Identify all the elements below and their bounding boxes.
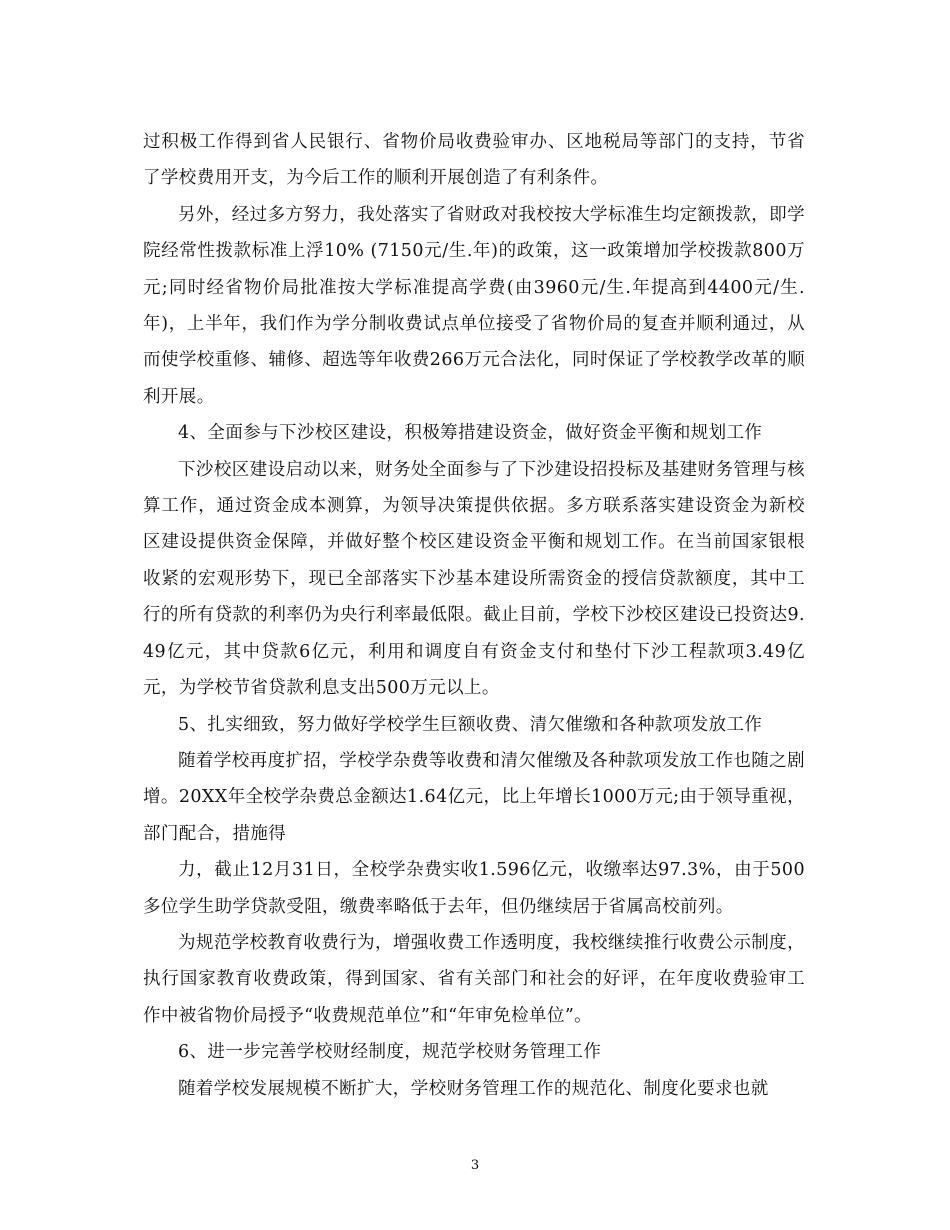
paragraph-1: 过积极工作得到省人民银行、省物价局收费验审办、区地税局等部门的支持，节省了学校费用开支，为今后工作的顺利开展创造了有利条件。 <box>143 132 805 189</box>
paragraph-4: 随着学校再度扩招，学校学杂费等收费和清欠催缴及各种款项发放工作也随之剧增。20XX年全校学杂费总金额达1.64亿元，比上年增长1000万元;由于领导重视，部门配合，措施得 <box>143 750 805 844</box>
paragraph-5: 力，截止12月31日，全校学杂费实收1.596亿元，收缴率达97.3%，由于500多位学生助学贷款受阻，缴费率略低于去年，但仍继续居于省属高校前列。 <box>143 860 805 917</box>
section-heading-5: 5、扎实细致，努力做好学校学生巨额收费、清欠催缴和各种款项发放工作 <box>178 714 763 735</box>
paragraph-3: 下沙校区建设启动以来，财务处全面参与了下沙建设招投标及基建财务管理与核算工作，通过资金成本测算，为领导决策提供依据。多方联系落实建设资金为新校区建设提供资金保障，并做好整个校区建设资金平衡和规划工作。在当前国家银根收紧的宏观形势下，现已全部落实下沙基本建设所需资金的授信贷款额度，其中工行的所有贷款的利率仍为央行利率最低限。截止目前，学校下沙校区建设已投资达9.49亿元，其中贷款6亿元，利用和调度自有资金支付和垫付下沙工程款项3.49亿元，为学校节省贷款利息支出500万元以上。 <box>143 459 805 699</box>
page-number: 3 <box>470 1158 480 1173</box>
section-heading-6: 6、进一步完善学校财经制度，规范学校财务管理工作 <box>178 1042 602 1063</box>
paragraph-7: 随着学校发展规模不断扩大，学校财务管理工作的规范化、制度化要求也就 <box>178 1078 769 1099</box>
paragraph-6: 为规范学校教育收费行为，增强收费工作透明度，我校继续推行收费公示制度，执行国家教育收费政策，得到国家、省有关部门和社会的好评，在年度收费验审工作中被省物价局授予“收费规范单位”和“年审免检单位”。 <box>143 932 805 1026</box>
section-heading-4: 4、全面参与下沙校区建设，积极筹措建设资金，做好资金平衡和规划工作 <box>178 423 763 444</box>
document-body <box>143 124 805 1107</box>
paragraph-2: 另外，经过多方努力，我处落实了省财政对我校按大学标准生均定额拨款，即学院经常性拨款标准上浮10% (7150元/生.年)的政策，这一政策增加学校拨款800万元;同时经省物价局批准按大学标准提高学费(由3960元/生.年提高到4400元/生.年)，上半年，我们作为学分制收费试点单位接受了省物价局的复查并顺利通过，从而使学校重修、辅修、超选等年收费266万元合法化，同时保证了学校教学改革的顺利开展。 <box>143 204 805 407</box>
